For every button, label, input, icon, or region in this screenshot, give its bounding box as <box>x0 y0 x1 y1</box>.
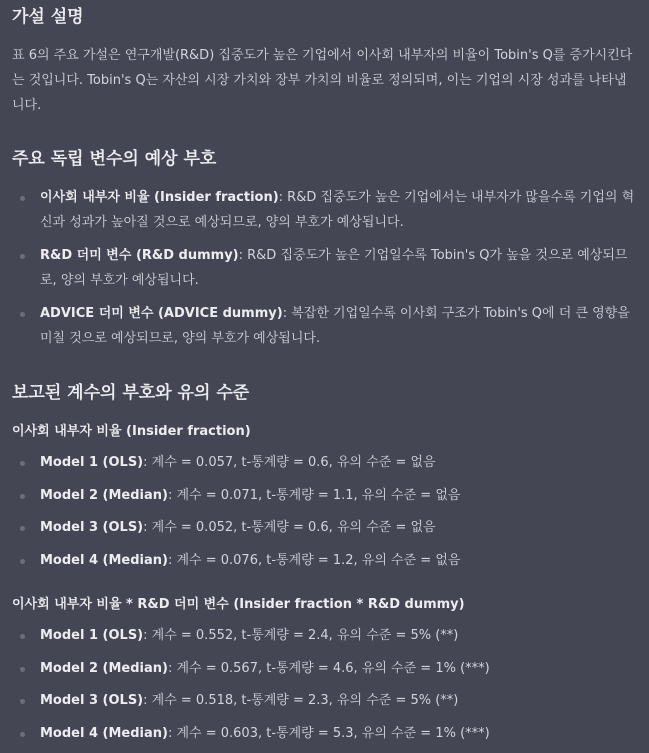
item-text: : 복잡한 기업일수록 이사회 구조가 Tobin's Q에 더 큰 영향을 미칠 것으로 예상되므로, 양의 부호가 예상됩니다. <box>40 306 630 346</box>
model-label: Model 1 (OLS) <box>40 628 144 643</box>
model-label: Model 3 (OLS) <box>40 520 144 535</box>
list-item <box>12 185 638 235</box>
item-text: : R&D 집중도가 높은 기업에서는 내부자가 많을수록 기업의 혁신과 성과가 높아질 것으로 예상되므로, 양의 부호가 예상됩니다. <box>40 190 635 230</box>
bullet-icon <box>20 312 25 317</box>
model-label: Model 2 (Median) <box>40 660 168 676</box>
subheading-interaction-term: 이사회 내부자 비율 * R&D 더미 변수 (Insider fraction * R&D dummy) <box>12 597 465 612</box>
bullet-icon <box>20 196 25 201</box>
item-label: R&D 더미 변수 (R&D dummy) <box>40 248 239 263</box>
bullet-icon <box>20 732 25 737</box>
bullet-icon <box>20 254 25 259</box>
model-label: Model 4 (Median) <box>40 552 168 568</box>
bullet-icon <box>20 494 25 499</box>
expected-signs-list <box>12 185 638 359</box>
interaction-term-list <box>12 623 638 753</box>
bullet-icon <box>20 559 25 564</box>
bullet-icon <box>20 667 25 672</box>
bullet-icon <box>20 461 25 466</box>
model-label: Model 1 (OLS) <box>40 455 144 470</box>
list-item <box>12 623 638 648</box>
model-label: Model 3 (OLS) <box>40 693 144 708</box>
model-stats: : 계수 = 0.518, t-통계량 = 2.3, 유의 수준 = 5% (**) <box>143 693 459 708</box>
subheading-insider-fraction: 이사회 내부자 비율 (Insider fraction) <box>12 424 251 439</box>
model-stats: : 계수 = 0.057, t-통계량 = 0.6, 유의 수준 = 없음 <box>143 455 436 470</box>
list-item <box>12 483 638 508</box>
list-item <box>12 243 638 293</box>
model-stats: : 계수 = 0.071, t-통계량 = 1.1, 유의 수준 = 없음 <box>167 487 461 503</box>
list-item <box>12 548 638 573</box>
section-heading-expected-signs: 주요 독립 변수의 예상 부호 <box>12 149 217 169</box>
item-label: 이사회 내부자 비율 (Insider fraction) <box>40 190 279 205</box>
list-item <box>12 721 638 746</box>
list-item <box>12 301 638 351</box>
model-stats: : 계수 = 0.603, t-통계량 = 5.3, 유의 수준 = 1% (***) <box>167 725 490 741</box>
bullet-icon <box>20 634 25 639</box>
insider-fraction-list <box>12 450 638 580</box>
model-label: Model 4 (Median) <box>40 725 168 741</box>
model-label: Model 2 (Median) <box>40 487 168 503</box>
item-text: : R&D 집중도가 높은 기업일수록 Tobin's Q가 높을 것으로 예상되므로, 양의 부호가 예상됩니다. <box>40 248 628 288</box>
hypothesis-paragraph: 표 6의 주요 가설은 연구개발(R&D) 집중도가 높은 기업에서 이사회 내부자의 비율이 Tobin's Q를 증가시킨다는 것입니다. Tobin's Q는 자산의 시장 가치와 장부 가치의 비율로 정의되며, 이는 기업의 시장 성과를 나타냅니다. <box>12 48 633 113</box>
bullet-icon <box>20 526 25 531</box>
list-item <box>12 515 638 540</box>
model-stats: : 계수 = 0.076, t-통계량 = 1.2, 유의 수준 = 없음 <box>167 552 461 568</box>
list-item <box>12 688 638 713</box>
section-heading-coefficients: 보고된 계수의 부호와 유의 수준 <box>12 383 250 403</box>
model-stats: : 계수 = 0.552, t-통계량 = 2.4, 유의 수준 = 5% (**) <box>143 628 459 643</box>
item-label: ADVICE 더미 변수 (ADVICE dummy) <box>40 306 283 321</box>
list-item <box>12 450 638 475</box>
model-stats: : 계수 = 0.567, t-통계량 = 4.6, 유의 수준 = 1% (***) <box>167 660 490 676</box>
list-item <box>12 656 638 681</box>
model-stats: : 계수 = 0.052, t-통계량 = 0.6, 유의 수준 = 없음 <box>143 520 436 535</box>
bullet-icon <box>20 699 25 704</box>
section-heading-hypothesis: 가설 설명 <box>12 7 84 27</box>
